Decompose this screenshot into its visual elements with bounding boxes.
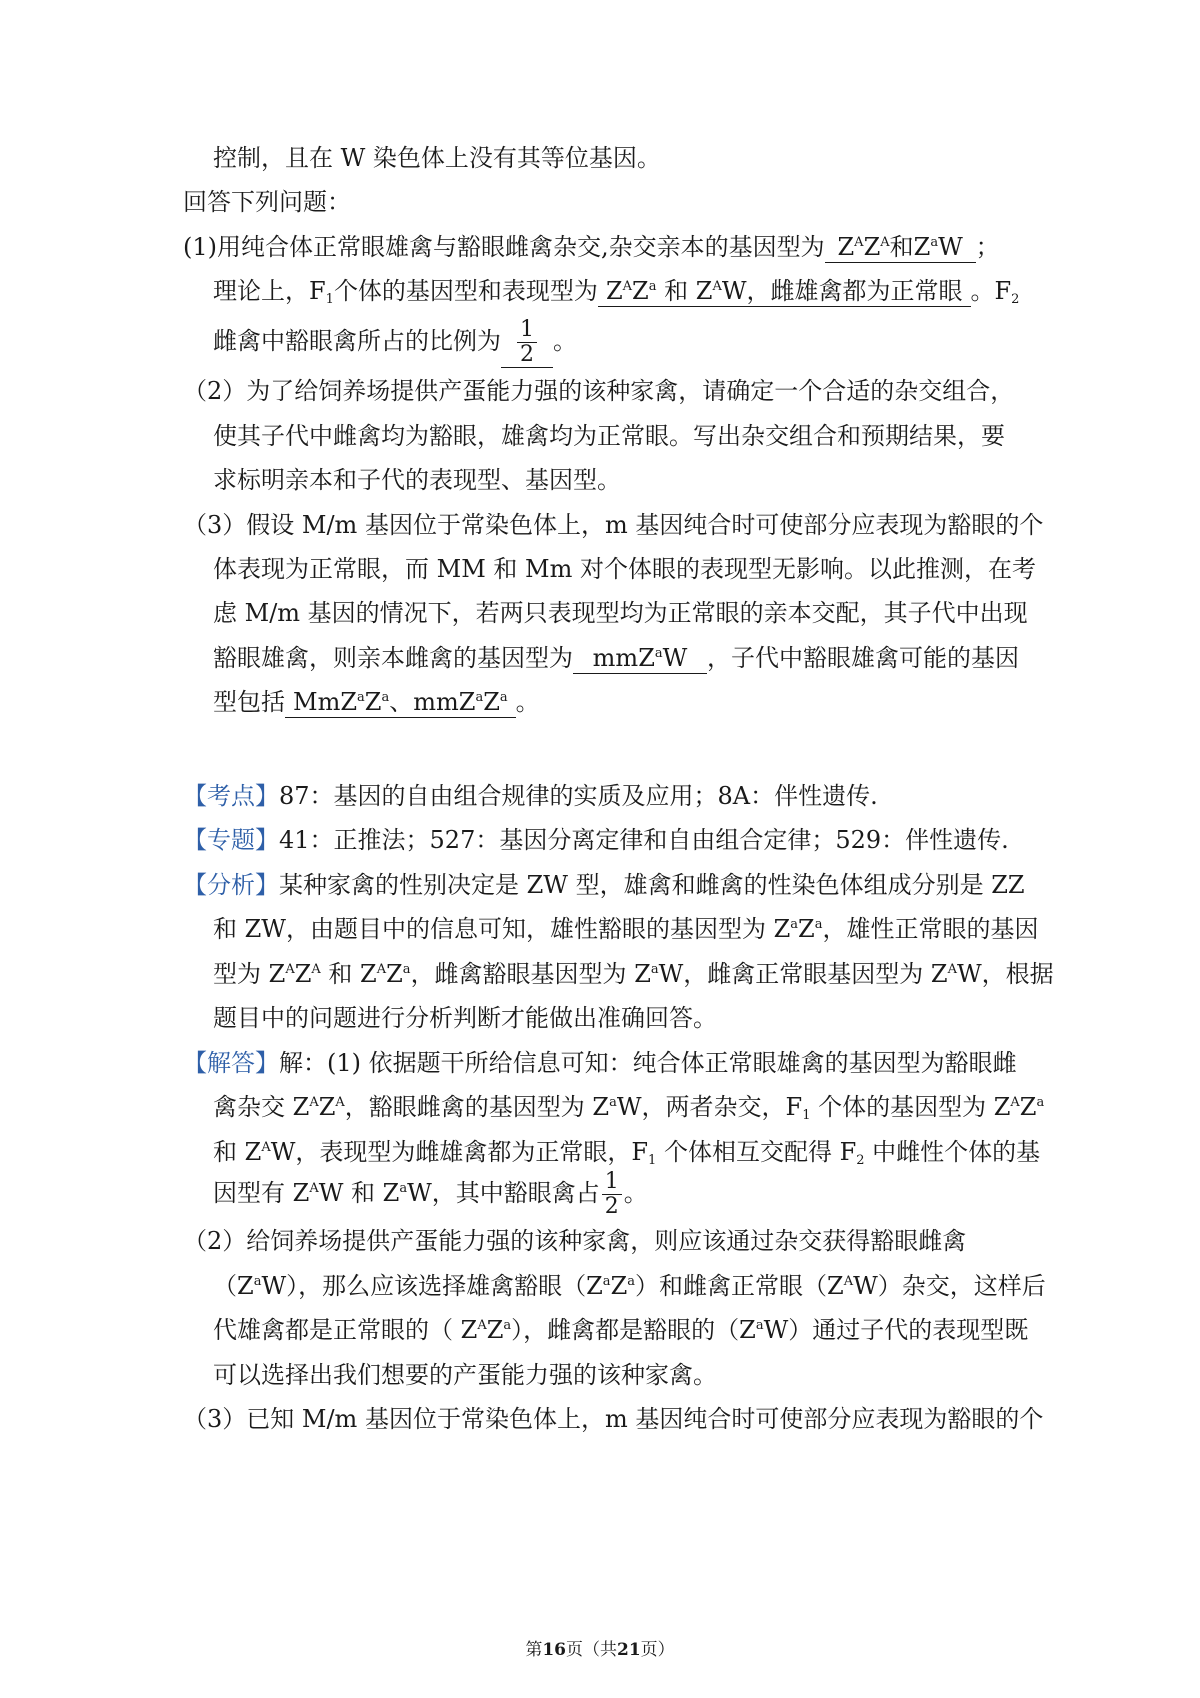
jieda-line4: 因型有 $Z^AW$ 和 $Z^aW$，其中豁眼禽占 $\frac{1}{2}$ 。 xyxy=(213,1169,648,1219)
q1-answer-blank-1: $Z^AZ^A$和$Z^aW$ xyxy=(825,232,976,263)
a2-line2: $(Z^aW)$，那么应该选择雄禽豁眼$(Z^aZ^a)$和雌禽正常眼$(Z^AW)$杂交，这样后 xyxy=(213,1272,1046,1300)
a2-line3: 代雄禽都是正常眼的（ $Z^AZ^a$），雌禽都是豁眼的$(Z^aW)$通过子代的表现型既 xyxy=(213,1316,1029,1344)
jieda-fraction: $\frac{1}{2}$ xyxy=(602,1170,622,1219)
q1-answer-blank-3 xyxy=(501,318,553,368)
fenxi-line4: 题目中的问题进行分析判断才能做出准确回答。 xyxy=(213,1004,717,1032)
a3-line1: （3）已知 M/m 基因位于常染色体上，m 基因纯合时可使部分应表现为豁眼的个 xyxy=(183,1405,1044,1433)
q1-line3: 雌禽中豁眼禽所占的比例为 $\frac{1}{2}$ 。 xyxy=(213,317,577,367)
jieda-line1: 【解答】解：(1) 依据题干所给信息可知：纯合体正常眼雄禽的基因型为豁眼雌 xyxy=(183,1049,1017,1077)
a2-line1: （2）给饲养场提供产蛋能力强的该种家禽，则应该通过杂交获得豁眼雌禽 xyxy=(183,1227,967,1255)
q1-answer-blank-2: $Z^AZ^a$ 和 $Z^AW$，雌雄禽都为正常眼 xyxy=(598,276,971,307)
zhuanti-text: 41：正推法；527：基因分离定律和自由组合定律；529：伴性遗传. xyxy=(279,826,1009,854)
q3-line5: 型包括 $MmZ^aZ^a$、$mmZ^aZ^a$ 。 xyxy=(213,688,540,716)
q1-line2: 理论上，$F_1$个体的基因型和表现型为 $Z^AZ^a$ 和 $Z^AW$，雌雄禽都为正常眼 。$F_2$ xyxy=(213,277,1020,307)
q1-fraction: $\frac{1}{2}$ xyxy=(517,318,537,367)
answer-prompt: 回答下列问题： xyxy=(183,188,351,216)
page-footer: 第16页（共21页） xyxy=(525,1640,675,1660)
q3-answer-blank-2: $MmZ^aZ^a$、$mmZ^aZ^a$ xyxy=(285,687,516,718)
jieda-label: 【解答】 xyxy=(183,1049,279,1077)
zhuanti-label: 【专题】 xyxy=(183,826,279,854)
q3-line1: （3）假设 M/m 基因位于常染色体上，m 基因纯合时可使部分应表现为豁眼的个 xyxy=(183,511,1044,539)
fenxi-line3: 型为 $Z^AZ^A$ 和 $Z^AZ^a$，雌禽豁眼基因型为 $Z^aW$，雌禽正常眼基因型为 $Z^AW$，根据 xyxy=(213,960,1054,988)
page-total: 21 xyxy=(617,1640,641,1660)
kaodian-section xyxy=(183,778,878,818)
kaodian-label: 【考点】 xyxy=(183,782,279,810)
control-line: 控制，且在 W 染色体上没有其等位基因。 xyxy=(213,144,661,172)
jieda-line2: 禽杂交 $Z^AZ^A$，豁眼雌禽的基因型为 $Z^aW$，两者杂交，$F_1$ 个体的基因型为 $Z^AZ^a$ xyxy=(213,1093,1045,1123)
page-number: 16 xyxy=(542,1640,566,1660)
q3-answer-blank-1: mmZ$^a$W xyxy=(573,643,707,674)
q2-line1: （2）为了给饲养场提供产蛋能力强的该种家禽，请确定一个合适的杂交组合， xyxy=(183,377,1015,405)
a2-line4: 可以选择出我们想要的产蛋能力强的该种家禽。 xyxy=(213,1361,717,1389)
kaodian-text: 87：基因的自由组合规律的实质及应用；8A：伴性遗传. xyxy=(279,782,878,810)
q3-line3: 虑 M/m 基因的情况下，若两只表现型均为正常眼的亲本交配，其子代中出现 xyxy=(213,599,1028,627)
fenxi-label: 【分析】 xyxy=(183,871,279,899)
fenxi-line2: 和 ZW，由题目中的信息可知，雄性豁眼的基因型为 $Z^aZ^a$，雄性正常眼的基因 xyxy=(213,915,1039,943)
jieda-line3: 和 $Z^AW$，表现型为雌雄禽都为正常眼，$F_1$ 个体相互交配得 $F_2$ 中雌性个体的基 xyxy=(213,1138,1041,1168)
q2-line2: 使其子代中雌禽均为豁眼，雄禽均为正常眼。写出杂交组合和预期结果，要 xyxy=(213,422,1005,450)
q1-line1: (1)用纯合体正常眼雄禽与豁眼雌禽杂交,杂交亲本的基因型为 $Z^AZ^A$和$Z^aW$ ； xyxy=(183,233,1000,261)
q3-line4: 豁眼雄禽，则亲本雌禽的基因型为 mmZ$^a$W ，子代中豁眼雄禽可能的基因 xyxy=(213,644,1019,672)
q2-line3: 求标明亲本和子代的表现型、基因型。 xyxy=(213,466,621,494)
q3-line2: 体表现为正常眼，而 MM 和 Mm 对个体眼的表现型无影响。以此推测，在考 xyxy=(213,555,1036,583)
fenxi-line1: 【分析】某种家禽的性别决定是 ZW 型，雄禽和雌禽的性染色体组成分别是 ZZ xyxy=(183,871,1025,899)
zhuanti-section xyxy=(183,822,1009,862)
